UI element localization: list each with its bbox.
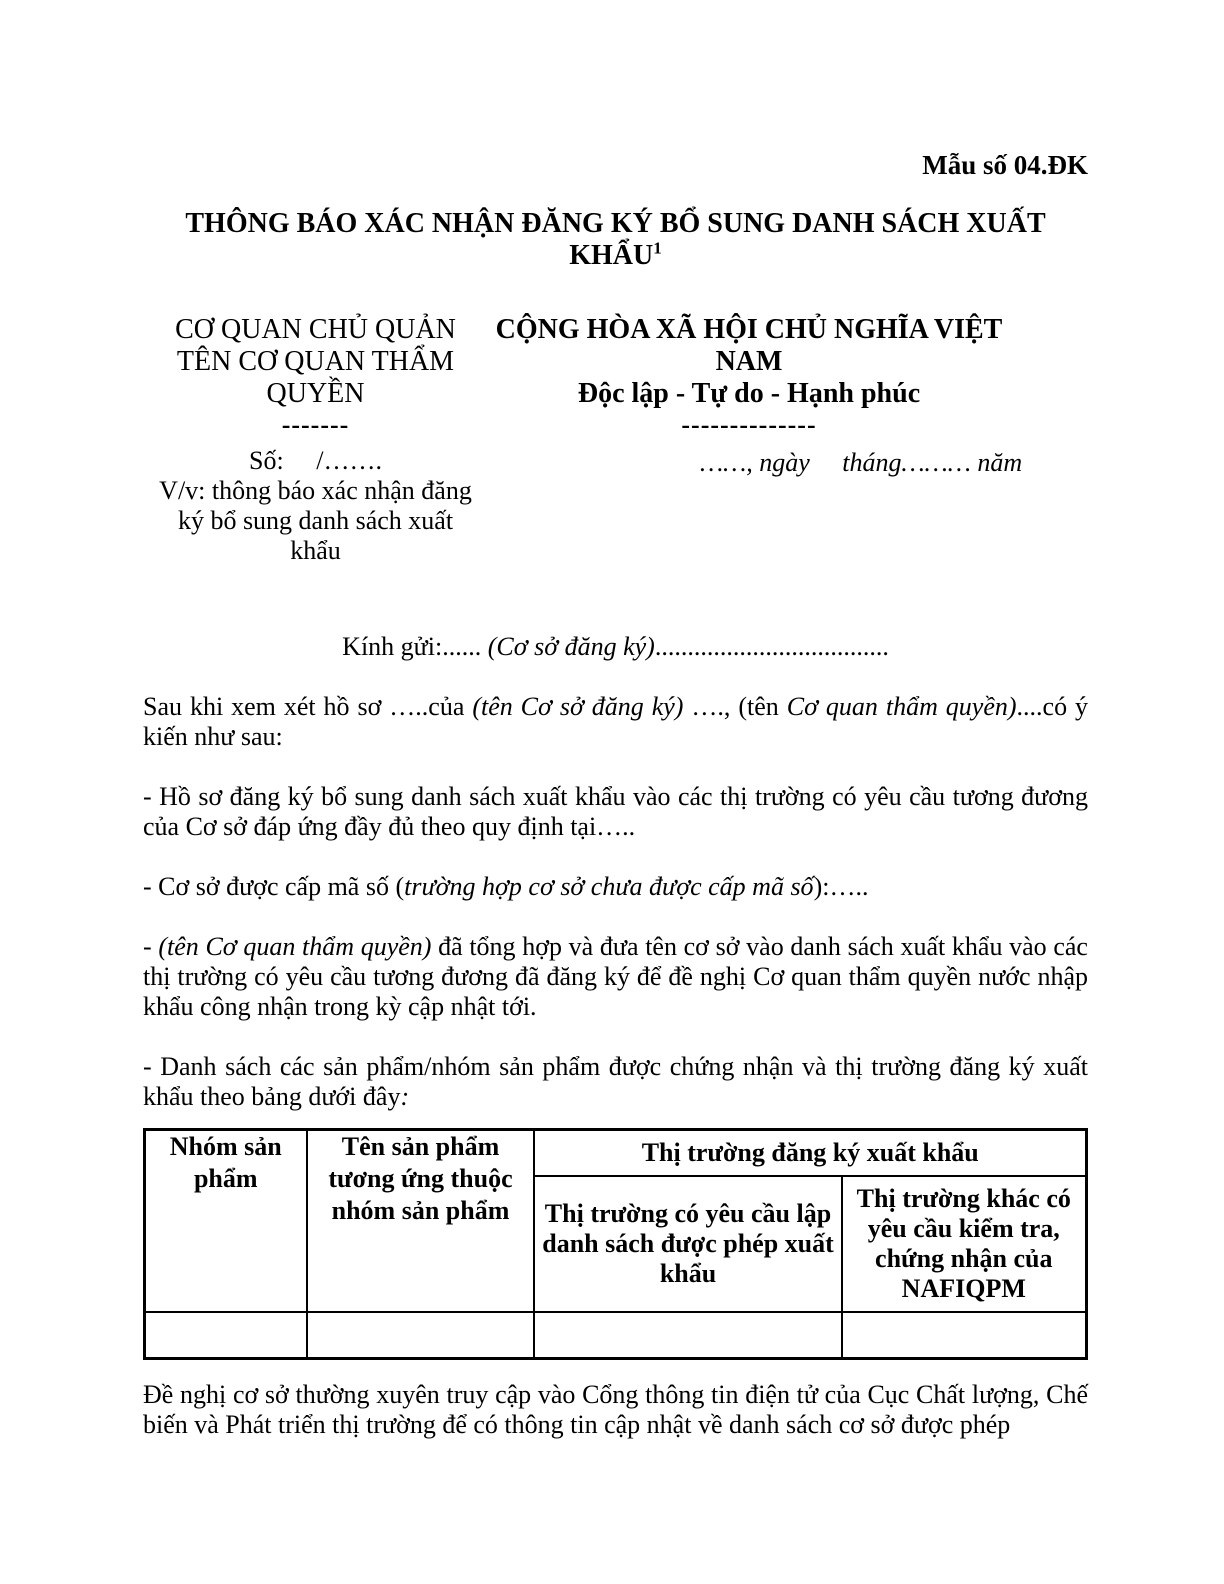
national-motto-line: Độc lập - Tự do - Hạnh phúc xyxy=(577,378,921,409)
col-header-product-group: Nhóm sản phẩm xyxy=(145,1130,307,1313)
text-segment: - Cơ sở được cấp mã số ( xyxy=(143,872,405,901)
table-row xyxy=(145,1312,1087,1359)
date-place-line: ……, ngày tháng……… năm xyxy=(700,448,1023,477)
col-header-product-name: Tên sản phẩm tương ứng thuộc nhóm sản phẩm xyxy=(307,1130,535,1313)
text-segment: Kính gửi:...... xyxy=(342,632,488,661)
document-subject-line: V/v: thông báo xác nhận đăng ký bổ sung danh sách xuất khẩu xyxy=(159,476,472,565)
issuing-agency-block xyxy=(143,314,488,566)
document-title xyxy=(143,208,1088,272)
national-motto-block xyxy=(488,314,1010,440)
table-cell xyxy=(145,1312,307,1359)
text-segment: - xyxy=(143,932,159,961)
text-segment: - Hồ sơ đăng ký bổ sung danh sách xuất khẩu vào các thị trường có yêu cầu tương đương của Cơ sở đáp ứng đầy đủ theo quy định tại….. xyxy=(143,782,1088,841)
text-segment: (tên Cơ quan thẩm quyền) xyxy=(158,932,432,961)
text-segment: (Cơ sở đăng ký) xyxy=(487,632,655,661)
export-market-table xyxy=(143,1128,1088,1360)
paragraph-dossier xyxy=(143,782,1088,842)
text-segment: ....có ý kiến như sau: xyxy=(143,692,1089,751)
agency-parent-line: CƠ QUAN CHỦ QUẢN xyxy=(175,314,456,345)
text-segment: (tên Cơ sở đăng ký) xyxy=(472,692,684,721)
text-segment: - Danh sách các sản phẩm/nhóm sản phẩm được chứng nhận và thị trường đăng ký xuất khẩu theo bảng dưới đây xyxy=(143,1052,1088,1111)
text-segment: …., (tên xyxy=(683,692,787,721)
agency-names xyxy=(162,314,470,410)
closing-paragraph: Đề nghị cơ sở thường xuyên truy cập vào Cổng thông tin điện tử của Cục Chất lượng, Chế biến và Phát triển thị trường để có thông tin cập nhật về danh sách cơ sở được phép xyxy=(143,1380,1088,1439)
col-header-market-group: Thị trường đăng ký xuất khẩu xyxy=(534,1130,1086,1177)
letterhead xyxy=(143,314,1088,566)
title-footnote-marker: 1 xyxy=(653,238,662,258)
agency-authority-line: TÊN CƠ QUAN THẨM QUYỀN xyxy=(176,346,455,409)
paragraph-authority xyxy=(143,932,1088,1022)
form-number: Mẫu số 04.ĐK xyxy=(922,150,1088,180)
col-header-other-markets: Thị trường khác có yêu cầu kiểm tra, chứng nhận của NAFIQPM xyxy=(842,1176,1087,1312)
table-header xyxy=(145,1130,1087,1313)
col-header-listed-markets: Thị trường có yêu cầu lập danh sách được phép xuất khẩu xyxy=(534,1176,841,1312)
paragraph-intro xyxy=(143,692,1088,752)
agency-divider: ------- xyxy=(281,410,350,439)
text-segment: đã tổng hợp và đưa tên cơ sở vào danh sách xuất khẩu vào các thị trường có yêu cầu tương đương đã đăng ký để đề nghị Cơ quan thẩm quyền nước nhập khẩu công nhận trong kỳ cập nhật tới. xyxy=(143,932,1088,1021)
text-segment: trường hợp cơ sở chưa được cấp mã số xyxy=(404,872,814,901)
paragraph-code xyxy=(143,872,1088,902)
table-cell xyxy=(842,1312,1087,1359)
text-segment: Sau khi xem xét hồ sơ …..của xyxy=(143,692,473,721)
text-segment: Cơ quan thẩm quyền) xyxy=(786,692,1017,721)
text-segment: ):….. xyxy=(813,872,869,901)
national-title-line: CỘNG HÒA XÃ HỘI CHỦ NGHĨA VIỆT NAM xyxy=(495,314,1003,377)
salutation-line xyxy=(143,632,1088,662)
table-cell xyxy=(307,1312,535,1359)
document-number-line: Số: /……. xyxy=(249,446,382,475)
text-segment: : xyxy=(400,1082,410,1111)
national-header-block xyxy=(488,314,1088,566)
table-cell xyxy=(534,1312,841,1359)
text-segment: .................................... xyxy=(654,632,889,661)
national-divider: -------------- xyxy=(681,410,817,439)
document-title-text: THÔNG BÁO XÁC NHẬN ĐĂNG KÝ BỔ SUNG DANH SÁCH XUẤT KHẨU xyxy=(185,208,1046,271)
table-body xyxy=(145,1312,1087,1359)
paragraph-list-intro xyxy=(143,1052,1088,1112)
